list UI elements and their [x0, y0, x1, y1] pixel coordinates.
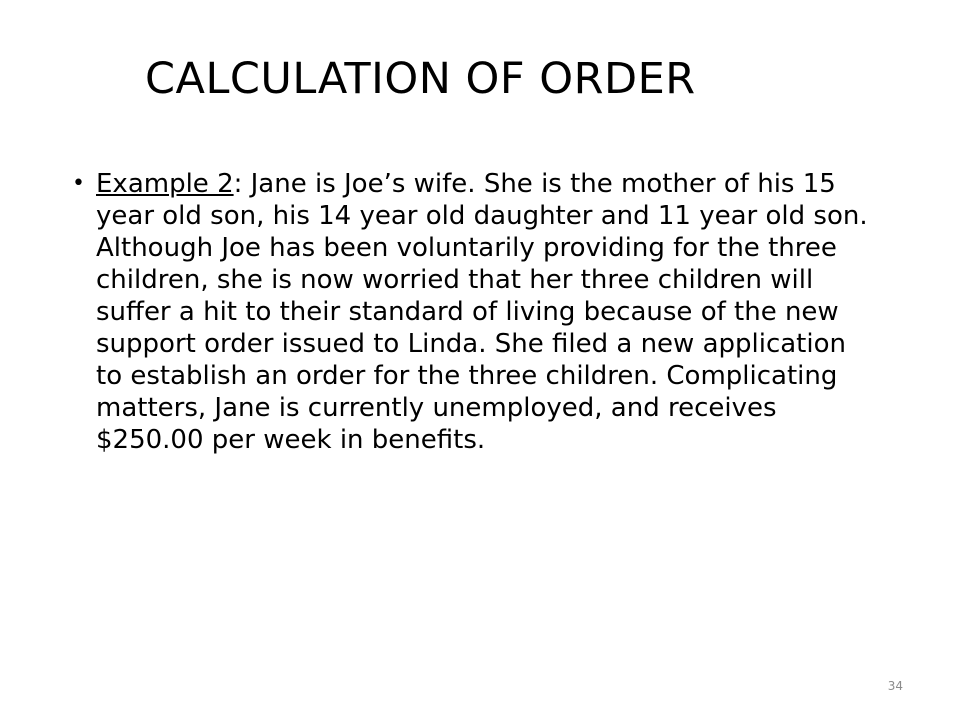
bullet-icon: • — [72, 171, 85, 196]
slide-title: CALCULATION OF ORDER — [145, 54, 696, 104]
page-number: 34 — [887, 679, 903, 693]
slide-body — [72, 168, 872, 456]
example-description: : Jane is Joe’s wife. She is the mother of his 15 year old son, his 14 year old daughter and 11 year old son. Although Joe has been voluntarily providing for the three children, she is now worried that her three children will suffer a hit to their standard of living because of the new support order issued to Linda. She filed a new application to establish an order for the three children. Complicating matters, Jane is currently unemployed, and receives $250.00 per week in benefits. — [96, 169, 868, 455]
bullet-text — [96, 168, 872, 456]
bullet-item — [72, 168, 872, 456]
example-label: Example 2 — [96, 169, 234, 199]
